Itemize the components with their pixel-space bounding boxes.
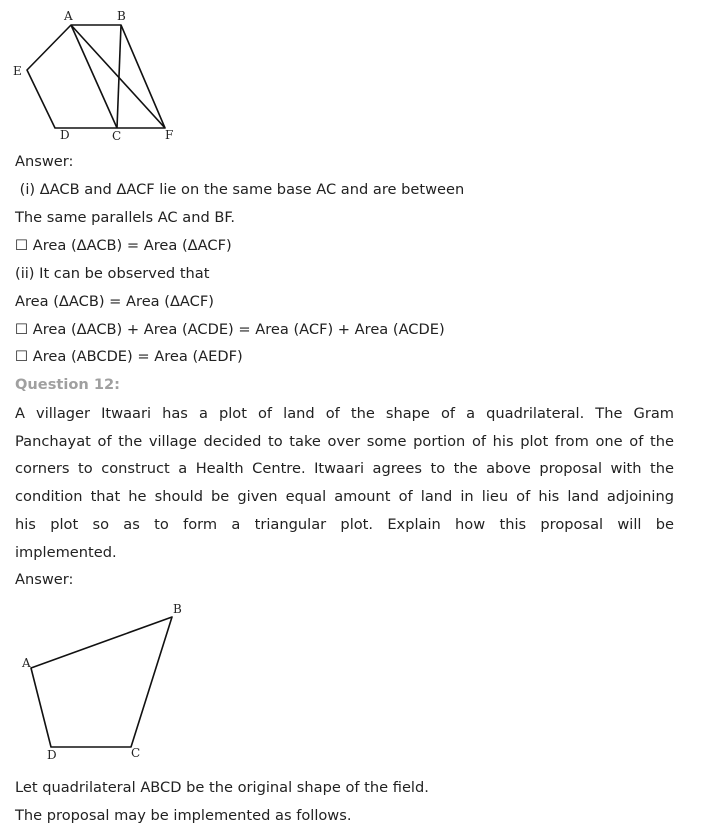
answer-line: The proposal may be implemented as follows. <box>15 807 352 824</box>
answer-label: Answer: <box>15 153 74 170</box>
question-line: condition that he should be given equal amount of land in lieu of his land adjoining <box>15 488 674 506</box>
question-text <box>15 400 674 566</box>
question-line: his plot so as to form a triangular plot. Explain how this proposal will be <box>15 515 674 533</box>
question-line: implemented. <box>15 543 117 561</box>
question-line: Panchayat of the village decided to take over some portion of his plot from one of the <box>15 432 674 450</box>
answer-line: The same parallels AC and BF. <box>15 209 236 226</box>
vertex-label-d: D <box>47 748 57 762</box>
vertex-label-c: C <box>131 746 141 760</box>
question-heading: Question 12: <box>15 376 120 393</box>
answer-line: ☐ Area (ΔACB) + Area (ACDE) = Area (ACF) + Area (ACDE) <box>15 321 445 338</box>
answer-line: ☐ Area (ABCDE) = Area (AEDF) <box>15 348 243 365</box>
vertex-label-f: F <box>165 128 174 142</box>
vertex-label-a: A <box>64 9 73 23</box>
quadrilateral-outline <box>31 617 172 747</box>
vertex-label-e: E <box>13 64 22 78</box>
question-line: corners to construct a Health Centre. Itwaari agrees to the above proposal with the <box>15 460 674 478</box>
answer-line: ☐ Area (ΔACB) = Area (ΔACF) <box>15 237 232 254</box>
vertex-label-a: A <box>22 656 31 670</box>
answer-label: Answer: <box>15 571 74 588</box>
vertex-label-b: B <box>173 602 182 616</box>
answer-line: Area (ΔACB) = Area (ΔACF) <box>15 293 214 310</box>
question-line: A villager Itwaari has a plot of land of the shape of a quadrilateral. The Gram <box>15 405 674 422</box>
vertex-label-d: D <box>60 128 70 142</box>
figure-pentagon-abcde <box>0 0 200 150</box>
vertex-label-c: C <box>112 129 122 143</box>
answer-line: Let quadrilateral ABCD be the original shape of the field. <box>15 779 429 796</box>
pentagon-outline <box>27 25 165 128</box>
figure-quadrilateral-abcd <box>0 595 200 770</box>
answer-line: (i) ΔACB and ΔACF lie on the same base AC and are between <box>15 181 465 198</box>
answer-line: (ii) It can be observed that <box>15 265 210 282</box>
segment-ac <box>71 25 117 128</box>
vertex-label-b: B <box>117 9 126 23</box>
